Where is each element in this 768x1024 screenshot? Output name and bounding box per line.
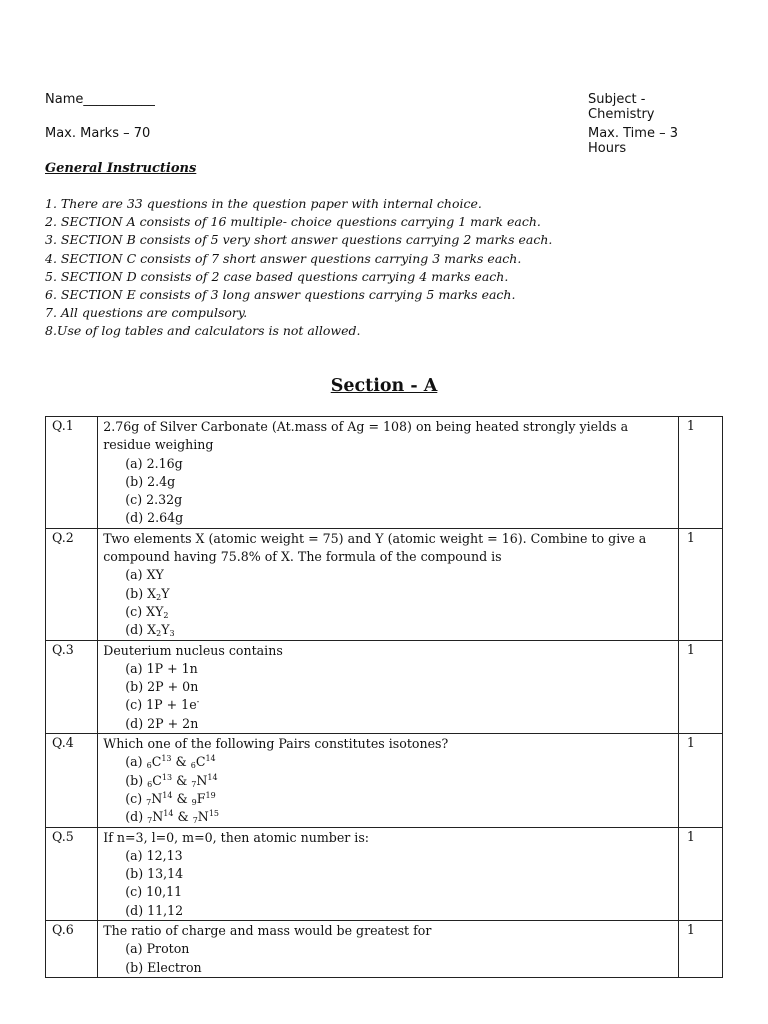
question-cell <box>98 734 679 827</box>
instruction-item: 3. SECTION B consists of 5 very short answer questions carrying 2 marks each. <box>45 232 553 248</box>
question-cell <box>98 921 679 978</box>
section-title: Section - A <box>330 376 438 396</box>
option-item: (d) 11,12 <box>125 902 184 918</box>
question-marks: 1 <box>678 827 722 920</box>
option-item: (a) Proton <box>125 941 190 957</box>
option-item: (c) $_7N^{14}$ & $_9F^{19}$ <box>125 790 216 807</box>
option-item: (d) $X_2Y_3$ <box>125 622 175 639</box>
instructions-list <box>45 195 552 341</box>
option-item: (c) 10,11 <box>125 884 183 900</box>
option-item: (c) $XY_2$ <box>125 603 169 620</box>
question-row <box>46 921 723 978</box>
instruction-item: 8.Use of log tables and calculators is not allowed. <box>45 323 361 339</box>
name-label: Name___________ <box>45 92 155 107</box>
question-row <box>46 734 723 827</box>
question-row <box>46 827 723 920</box>
question-row <box>46 528 723 640</box>
question-text: 2.76g of Silver Carbonate (At.mass of Ag = 108) on being heated strongly yields a residue weighing <box>103 419 629 453</box>
question-cell <box>98 528 679 640</box>
options-list <box>103 753 674 826</box>
question-text: Two elements X (atomic weight = 75) and Y (atomic weight = 16). Combine to give a compound having 75.8% of X. The formula of the compound is <box>103 530 647 565</box>
question-cell <box>98 827 679 920</box>
max-time-label: Max. Time – 3 Hours <box>588 126 678 156</box>
questions-table <box>45 416 723 978</box>
question-text: Deuterium nucleus contains <box>103 642 283 658</box>
question-marks: 1 <box>678 734 722 827</box>
question-text: If n=3, l=0, m=0, then atomic number is: <box>103 829 370 845</box>
question-marks: 1 <box>678 417 722 529</box>
options-list <box>103 940 674 977</box>
instruction-item: 5. SECTION D consists of 2 case based questions carrying 4 marks each. <box>45 268 509 284</box>
option-item: (a) 12,13 <box>125 847 183 863</box>
instruction-item: 1. There are 33 questions in the question paper with internal choice. <box>45 196 482 211</box>
question-cell <box>98 417 679 529</box>
options-list <box>103 566 674 639</box>
option-item: (b) 13,14 <box>125 866 184 882</box>
question-cell <box>98 640 679 733</box>
option-item: (c) 1P + 1e- <box>125 697 200 713</box>
question-number: Q.2 <box>46 528 98 640</box>
question-number: Q.5 <box>46 827 98 920</box>
option-item: (b) 2.4g <box>125 473 176 489</box>
option-item: (d) 2P + 2n <box>125 715 199 731</box>
option-item: (b) $X_2Y$ <box>125 585 170 602</box>
option-item: (b) 2P + 0n <box>125 679 199 695</box>
question-marks: 1 <box>678 640 722 733</box>
instruction-item: 6. SECTION E consists of 3 long answer questions carrying 5 marks each. <box>45 287 516 303</box>
option-item: (d) $_7N^{14}$ & $_7N^{15}$ <box>125 809 219 826</box>
options-list <box>103 847 674 920</box>
instruction-item: 2. SECTION A consists of 16 multiple- choice questions carrying 1 mark each. <box>45 214 541 230</box>
question-text: The ratio of charge and mass would be greatest for <box>103 923 432 939</box>
max-marks-label: Max. Marks – 70 <box>45 126 151 141</box>
question-number: Q.6 <box>46 921 98 978</box>
question-marks: 1 <box>678 921 722 978</box>
question-row <box>46 640 723 733</box>
question-number: Q.4 <box>46 734 98 827</box>
question-number: Q.3 <box>46 640 98 733</box>
instruction-item: 4. SECTION C consists of 7 short answer questions carrying 3 marks each. <box>45 250 522 266</box>
option-item: (c) 2.32g <box>125 492 183 508</box>
option-item: (d) 2.64g <box>125 510 184 526</box>
option-item: (b) $_6C^{13}$ & $_7N^{14}$ <box>125 772 218 789</box>
general-instructions-heading: General Instructions <box>45 161 197 176</box>
question-marks: 1 <box>678 528 722 640</box>
options-list <box>103 455 674 528</box>
subject-label: Subject - Chemistry <box>588 92 655 122</box>
option-item: (a) $_6C^{13}$ & $_6C^{14}$ <box>125 754 216 771</box>
option-item: (b) Electron <box>125 959 202 975</box>
question-row <box>46 417 723 529</box>
option-item: (a) XY <box>125 567 164 583</box>
question-text: Which one of the following Pairs constitutes isotones? <box>103 736 449 752</box>
option-item: (a) 1P + 1n <box>125 660 198 676</box>
options-list <box>103 660 674 733</box>
question-number: Q.1 <box>46 417 98 529</box>
option-item: (a) 2.16g <box>125 455 183 471</box>
questions-table-body <box>46 417 723 978</box>
instruction-item: 7. All questions are compulsory. <box>45 305 248 321</box>
